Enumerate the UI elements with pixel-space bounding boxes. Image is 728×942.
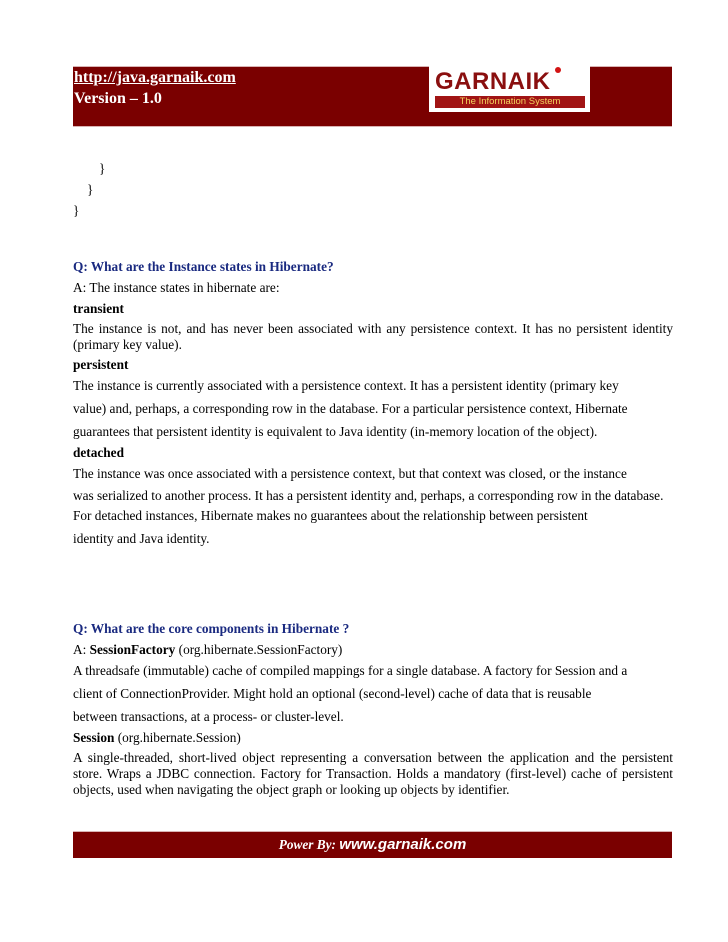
section-instance-states	[73, 258, 673, 547]
text-sessionfactory-3: between transactions, at a process- or cluster-level.	[73, 709, 344, 724]
code-brace-1: }	[99, 161, 106, 176]
garnaik-logo	[429, 66, 590, 112]
section-core-components	[73, 620, 673, 798]
session-class: (org.hibernate.Session)	[114, 730, 241, 745]
text-detached-1: The instance was once associated with a persistence context, but that context was closed, or the instance	[73, 466, 627, 481]
text-sessionfactory-1: A threadsafe (immutable) cache of compiled mappings for a single database. A factory for Session and a	[73, 663, 628, 678]
footer-label: Power By:	[278, 837, 340, 852]
footer-top-rule	[73, 831, 672, 832]
answer-prefix: A:	[73, 642, 90, 657]
label-session: Session	[73, 730, 115, 745]
logo-dot-icon	[555, 67, 561, 73]
header-left-block	[73, 66, 351, 127]
text-sessionfactory-2: client of ConnectionProvider. Might hold an optional (second-level) cache of data that is reusable	[73, 686, 592, 701]
page-footer	[73, 831, 672, 858]
text-detached-2: was serialized to another process. It has a persistent identity and, perhaps, a corresponding row in the database.	[73, 488, 664, 503]
sessionfactory-class: (org.hibernate.SessionFactory)	[175, 642, 343, 657]
text-persistent-1: The instance is currently associated with a persistence context. It has a persistent identity (primary key	[73, 378, 619, 393]
session-heading	[73, 729, 673, 746]
text-persistent-3: guarantees that persistent identity is equivalent to Java identity (in-memory location of the object).	[73, 424, 598, 439]
header-version: Version – 1.0	[74, 90, 162, 107]
page-header	[73, 66, 672, 127]
footer-text	[73, 836, 672, 854]
question-core-components: Q: What are the core components in Hibernate ?	[73, 621, 350, 636]
text-persistent-2: value) and, perhaps, a corresponding row in the database. For a particular persistence context, Hibernate	[73, 401, 628, 416]
code-tail	[73, 160, 673, 219]
text-detached-note-2: identity and Java identity.	[73, 531, 210, 546]
logo-subtitle: The Information System	[435, 96, 585, 108]
label-sessionfactory: SessionFactory	[89, 642, 176, 657]
answer-sessionfactory-heading	[73, 641, 673, 658]
text-session: A single-threaded, short-lived object representing a conversation between the application and the persistent store. Wraps a JDBC connection. Factory for Transaction. Holds a mandatory (first-level) cache of persistent objects, used when navigating the object graph or looking up objects by identifier.	[73, 750, 673, 797]
answer-intro: A: The instance states in hibernate are:	[73, 280, 280, 295]
label-transient: transient	[73, 301, 124, 316]
logo-title: GARNAIK	[435, 68, 551, 95]
question-instance-states: Q: What are the Instance states in Hibernate?	[73, 259, 334, 274]
code-brace-3: }	[73, 203, 80, 218]
label-persistent: persistent	[73, 357, 129, 372]
text-detached-note-1: For detached instances, Hibernate makes no guarantees about the relationship between persistent	[73, 508, 588, 523]
footer-site-link[interactable]: www.garnaik.com	[339, 836, 467, 853]
header-url-link[interactable]: http://java.garnaik.com	[74, 69, 236, 86]
text-transient: The instance is not, and has never been associated with any persistence context. It has no persistent identity (primary key value).	[73, 321, 673, 352]
code-brace-2: }	[87, 182, 94, 197]
label-detached: detached	[73, 445, 124, 460]
